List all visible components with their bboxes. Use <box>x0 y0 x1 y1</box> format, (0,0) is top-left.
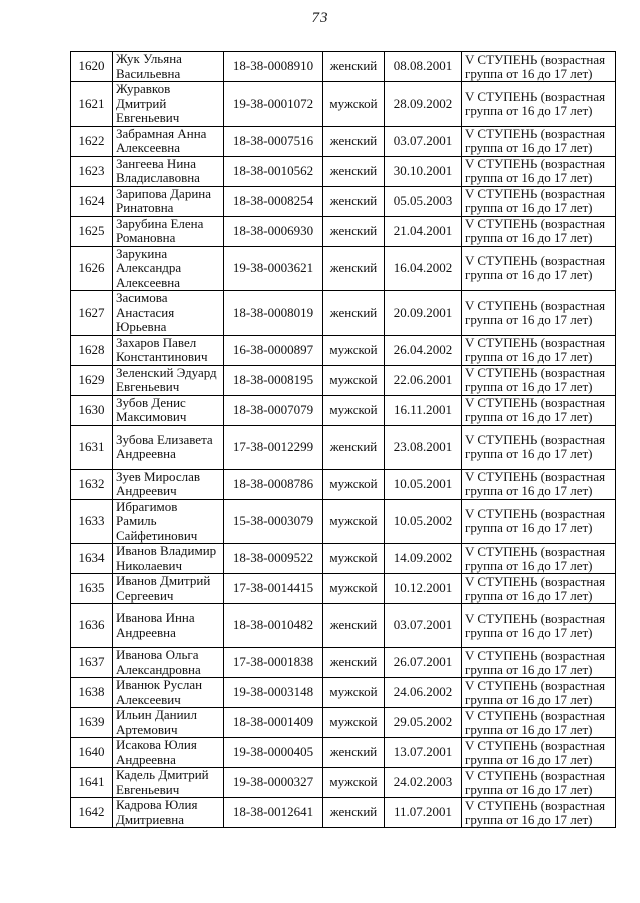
row-number: 1642 <box>71 798 113 828</box>
row-number: 1637 <box>71 648 113 678</box>
participant-name: Кадрова Юлия Дмитриевна <box>113 798 224 828</box>
birth-date: 30.10.2001 <box>385 156 462 186</box>
participant-name: Зарукина Александра Алексеевна <box>113 246 224 291</box>
level-group: V СТУПЕНЬ (возрастная группа от 16 до 17 лет) <box>462 798 616 828</box>
row-number: 1625 <box>71 216 113 246</box>
birth-date: 10.05.2001 <box>385 469 462 499</box>
participant-name: Иванов Владимир Николаевич <box>113 544 224 574</box>
participant-sex: женский <box>323 126 385 156</box>
participant-name: Ильин Даниил Артемович <box>113 708 224 738</box>
row-number: 1638 <box>71 678 113 708</box>
level-group: V СТУПЕНЬ (возрастная группа от 16 до 17 лет) <box>462 246 616 291</box>
table-body <box>71 52 616 828</box>
table-row <box>71 469 616 499</box>
participant-name: Жук Ульяна Васильевна <box>113 52 224 82</box>
participant-sex: мужской <box>323 469 385 499</box>
birth-date: 10.05.2002 <box>385 499 462 544</box>
table-row <box>71 82 616 127</box>
participant-name: Захаров Павел Константинович <box>113 335 224 365</box>
birth-date: 08.08.2001 <box>385 52 462 82</box>
row-number: 1634 <box>71 544 113 574</box>
participant-id: 18-38-0008786 <box>224 469 323 499</box>
row-number: 1626 <box>71 246 113 291</box>
birth-date: 14.09.2002 <box>385 544 462 574</box>
table-row <box>71 291 616 336</box>
participant-id: 19-38-0003148 <box>224 678 323 708</box>
level-group: V СТУПЕНЬ (возрастная группа от 16 до 17 лет) <box>462 365 616 395</box>
table-row <box>71 768 616 798</box>
table-row <box>71 365 616 395</box>
participant-sex: женский <box>323 648 385 678</box>
participant-name: Иванюк Руслан Алексеевич <box>113 678 224 708</box>
birth-date: 03.07.2001 <box>385 604 462 648</box>
participant-id: 19-38-0000327 <box>224 768 323 798</box>
participant-sex: женский <box>323 738 385 768</box>
participant-id: 18-38-0012641 <box>224 798 323 828</box>
table-row <box>71 425 616 469</box>
level-group: V СТУПЕНЬ (возрастная группа от 16 до 17 лет) <box>462 648 616 678</box>
table-row <box>71 798 616 828</box>
row-number: 1630 <box>71 395 113 425</box>
level-group: V СТУПЕНЬ (возрастная группа от 16 до 17 лет) <box>462 544 616 574</box>
participant-sex: мужской <box>323 544 385 574</box>
level-group: V СТУПЕНЬ (возрастная группа от 16 до 17 лет) <box>462 469 616 499</box>
participant-sex: женский <box>323 156 385 186</box>
row-number: 1636 <box>71 604 113 648</box>
participant-sex: женский <box>323 246 385 291</box>
participant-id: 19-38-0001072 <box>224 82 323 127</box>
participant-name: Зеленский Эдуард Евгеньевич <box>113 365 224 395</box>
participant-name: Зубова Елизавета Андреевна <box>113 425 224 469</box>
level-group: V СТУПЕНЬ (возрастная группа от 16 до 17 лет) <box>462 216 616 246</box>
participant-sex: мужской <box>323 499 385 544</box>
participant-id: 18-38-0009522 <box>224 544 323 574</box>
participant-id: 19-38-0000405 <box>224 738 323 768</box>
level-group: V СТУПЕНЬ (возрастная группа от 16 до 17 лет) <box>462 708 616 738</box>
participant-sex: мужской <box>323 365 385 395</box>
participant-id: 18-38-0010562 <box>224 156 323 186</box>
participant-name: Зубов Денис Максимович <box>113 395 224 425</box>
level-group: V СТУПЕНЬ (возрастная группа от 16 до 17 лет) <box>462 425 616 469</box>
row-number: 1624 <box>71 186 113 216</box>
participant-sex: мужской <box>323 708 385 738</box>
participant-sex: женский <box>323 291 385 336</box>
birth-date: 26.07.2001 <box>385 648 462 678</box>
participant-sex: мужской <box>323 82 385 127</box>
table-row <box>71 156 616 186</box>
participants-table <box>70 51 616 828</box>
table-row <box>71 708 616 738</box>
participant-name: Зуев Мирослав Андреевич <box>113 469 224 499</box>
table-row <box>71 678 616 708</box>
table-row <box>71 126 616 156</box>
level-group: V СТУПЕНЬ (возрастная группа от 16 до 17 лет) <box>462 126 616 156</box>
participant-sex: женский <box>323 216 385 246</box>
birth-date: 11.07.2001 <box>385 798 462 828</box>
birth-date: 13.07.2001 <box>385 738 462 768</box>
participant-name: Исакова Юлия Андреевна <box>113 738 224 768</box>
table-row <box>71 499 616 544</box>
participant-id: 15-38-0003079 <box>224 499 323 544</box>
participant-name: Иванова Ольга Александровна <box>113 648 224 678</box>
row-number: 1631 <box>71 425 113 469</box>
level-group: V СТУПЕНЬ (возрастная группа от 16 до 17 лет) <box>462 574 616 604</box>
participant-sex: мужской <box>323 678 385 708</box>
row-number: 1629 <box>71 365 113 395</box>
table-row <box>71 246 616 291</box>
table-row <box>71 574 616 604</box>
row-number: 1623 <box>71 156 113 186</box>
participant-name: Зарубина Елена Романовна <box>113 216 224 246</box>
participant-id: 18-38-0008019 <box>224 291 323 336</box>
birth-date: 20.09.2001 <box>385 291 462 336</box>
level-group: V СТУПЕНЬ (возрастная группа от 16 до 17 лет) <box>462 499 616 544</box>
row-number: 1628 <box>71 335 113 365</box>
birth-date: 16.11.2001 <box>385 395 462 425</box>
level-group: V СТУПЕНЬ (возрастная группа от 16 до 17 лет) <box>462 186 616 216</box>
table-row <box>71 604 616 648</box>
level-group: V СТУПЕНЬ (возрастная группа от 16 до 17 лет) <box>462 604 616 648</box>
level-group: V СТУПЕНЬ (возрастная группа от 16 до 17 лет) <box>462 156 616 186</box>
row-number: 1640 <box>71 738 113 768</box>
level-group: V СТУПЕНЬ (возрастная группа от 16 до 17 лет) <box>462 738 616 768</box>
row-number: 1622 <box>71 126 113 156</box>
table-row <box>71 648 616 678</box>
birth-date: 29.05.2002 <box>385 708 462 738</box>
birth-date: 24.06.2002 <box>385 678 462 708</box>
row-number: 1641 <box>71 768 113 798</box>
level-group: V СТУПЕНЬ (возрастная группа от 16 до 17 лет) <box>462 768 616 798</box>
participant-sex: мужской <box>323 768 385 798</box>
birth-date: 16.04.2002 <box>385 246 462 291</box>
row-number: 1633 <box>71 499 113 544</box>
table-row <box>71 335 616 365</box>
birth-date: 22.06.2001 <box>385 365 462 395</box>
participant-id: 19-38-0003621 <box>224 246 323 291</box>
level-group: V СТУПЕНЬ (возрастная группа от 16 до 17 лет) <box>462 335 616 365</box>
level-group: V СТУПЕНЬ (возрастная группа от 16 до 17 лет) <box>462 291 616 336</box>
row-number: 1621 <box>71 82 113 127</box>
participant-id: 18-38-0007079 <box>224 395 323 425</box>
level-group: V СТУПЕНЬ (возрастная группа от 16 до 17 лет) <box>462 678 616 708</box>
row-number: 1632 <box>71 469 113 499</box>
participant-name: Зарипова Дарина Ринатовна <box>113 186 224 216</box>
birth-date: 28.09.2002 <box>385 82 462 127</box>
level-group: V СТУПЕНЬ (возрастная группа от 16 до 17 лет) <box>462 82 616 127</box>
participant-id: 17-38-0014415 <box>224 574 323 604</box>
table-row <box>71 395 616 425</box>
row-number: 1620 <box>71 52 113 82</box>
table-row <box>71 738 616 768</box>
participant-sex: женский <box>323 52 385 82</box>
participant-sex: мужской <box>323 574 385 604</box>
level-group: V СТУПЕНЬ (возрастная группа от 16 до 17 лет) <box>462 52 616 82</box>
participant-id: 18-38-0008254 <box>224 186 323 216</box>
birth-date: 05.05.2003 <box>385 186 462 216</box>
participant-id: 16-38-0000897 <box>224 335 323 365</box>
page-number: 73 <box>311 10 329 26</box>
participant-sex: женский <box>323 425 385 469</box>
participant-id: 18-38-0008195 <box>224 365 323 395</box>
participant-id: 18-38-0010482 <box>224 604 323 648</box>
row-number: 1627 <box>71 291 113 336</box>
participant-id: 18-38-0008910 <box>224 52 323 82</box>
table-row <box>71 544 616 574</box>
participant-name: Кадель Дмитрий Евгеньевич <box>113 768 224 798</box>
participant-id: 18-38-0007516 <box>224 126 323 156</box>
table-row <box>71 186 616 216</box>
participant-name: Засимова Анастасия Юрьевна <box>113 291 224 336</box>
table-row <box>71 216 616 246</box>
participant-sex: мужской <box>323 335 385 365</box>
participant-name: Ибрагимов Рамиль Сайфетинович <box>113 499 224 544</box>
participant-id: 17-38-0001838 <box>224 648 323 678</box>
row-number: 1635 <box>71 574 113 604</box>
participant-name: Иванов Дмитрий Сергеевич <box>113 574 224 604</box>
participant-name: Зангеева Нина Владиславовна <box>113 156 224 186</box>
participant-id: 17-38-0012299 <box>224 425 323 469</box>
participant-name: Забрамная Анна Алексеевна <box>113 126 224 156</box>
birth-date: 23.08.2001 <box>385 425 462 469</box>
table-row <box>71 52 616 82</box>
level-group: V СТУПЕНЬ (возрастная группа от 16 до 17 лет) <box>462 395 616 425</box>
participant-name: Иванова Инна Андреевна <box>113 604 224 648</box>
participant-sex: женский <box>323 798 385 828</box>
participant-sex: женский <box>323 186 385 216</box>
participant-id: 18-38-0006930 <box>224 216 323 246</box>
row-number: 1639 <box>71 708 113 738</box>
birth-date: 26.04.2002 <box>385 335 462 365</box>
birth-date: 24.02.2003 <box>385 768 462 798</box>
participant-id: 18-38-0001409 <box>224 708 323 738</box>
birth-date: 10.12.2001 <box>385 574 462 604</box>
participant-sex: женский <box>323 604 385 648</box>
participant-name: Журавков Дмитрий Евгеньевич <box>113 82 224 127</box>
birth-date: 03.07.2001 <box>385 126 462 156</box>
birth-date: 21.04.2001 <box>385 216 462 246</box>
participant-sex: мужской <box>323 395 385 425</box>
